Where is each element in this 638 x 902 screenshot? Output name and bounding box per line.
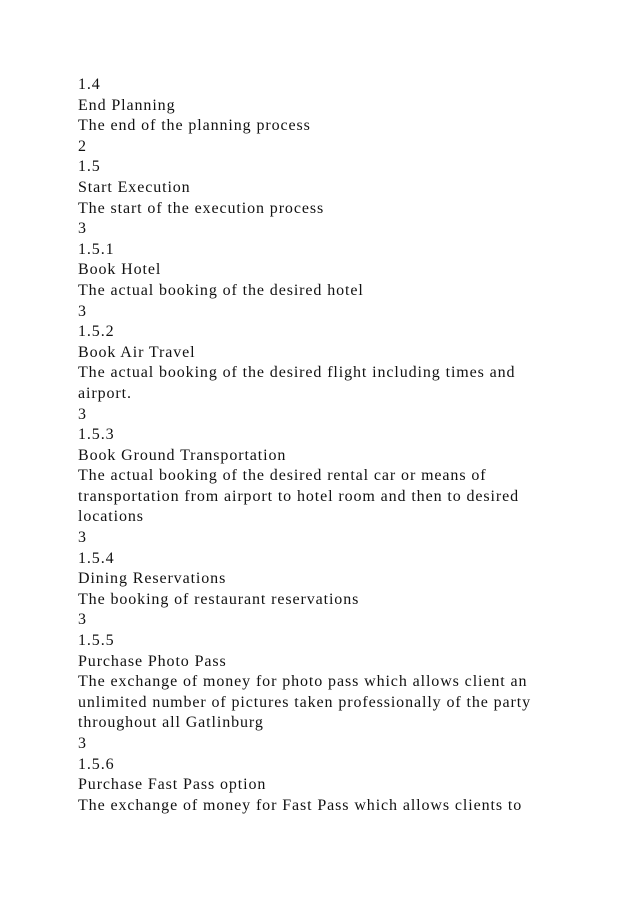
task-description-continued: transportation from airport to hotel room and then to desired — [78, 487, 520, 505]
task-duration: 3 — [78, 529, 87, 547]
task-name-book-air-travel: Book Air Travel — [78, 343, 196, 361]
task-description-continued: throughout all Gatlinburg — [78, 714, 264, 732]
task-name-start-execution: Start Execution — [78, 178, 191, 196]
task-id-1-5-2: 1.5.2 — [78, 323, 115, 341]
task-description: The start of the execution process — [78, 199, 325, 217]
task-description-continued: airport. — [78, 384, 132, 402]
document-page — [78, 75, 618, 816]
task-duration: 3 — [78, 220, 87, 238]
task-name-book-ground-transportation: Book Ground Transportation — [78, 446, 287, 464]
task-id-1-5-5: 1.5.5 — [78, 632, 115, 650]
task-description-continued: locations — [78, 508, 144, 526]
task-id-1-4: 1.4 — [78, 76, 101, 93]
task-duration: 2 — [78, 137, 87, 155]
task-id-1-5: 1.5 — [78, 158, 101, 176]
task-duration: 3 — [78, 302, 87, 320]
task-description: The exchange of money for Fast Pass which allows clients to — [78, 796, 523, 814]
task-id-1-5-4: 1.5.4 — [78, 549, 115, 567]
task-id-1-5-6: 1.5.6 — [78, 755, 115, 773]
task-description-continued: unlimited number of pictures taken professionally of the party — [78, 693, 532, 711]
task-name-dining-reservations: Dining Reservations — [78, 570, 227, 588]
task-duration: 3 — [78, 405, 87, 423]
task-description: The actual booking of the desired rental car or means of — [78, 467, 487, 485]
task-duration: 3 — [78, 611, 87, 629]
task-description: The end of the planning process — [78, 117, 311, 135]
task-name-end-planning: End Planning — [78, 96, 176, 114]
task-description: The actual booking of the desired flight including times and — [78, 364, 516, 382]
task-description: The booking of restaurant reservations — [78, 590, 360, 608]
task-id-1-5-1: 1.5.1 — [78, 240, 115, 258]
task-name-purchase-photo-pass: Purchase Photo Pass — [78, 652, 227, 670]
task-name-book-hotel: Book Hotel — [78, 261, 162, 279]
task-name-purchase-fast-pass-option: Purchase Fast Pass option — [78, 776, 267, 794]
task-description: The actual booking of the desired hotel — [78, 281, 364, 299]
task-description: The exchange of money for photo pass which allows client an — [78, 673, 528, 691]
task-duration: 3 — [78, 735, 87, 752]
task-id-1-5-3: 1.5.3 — [78, 426, 115, 444]
